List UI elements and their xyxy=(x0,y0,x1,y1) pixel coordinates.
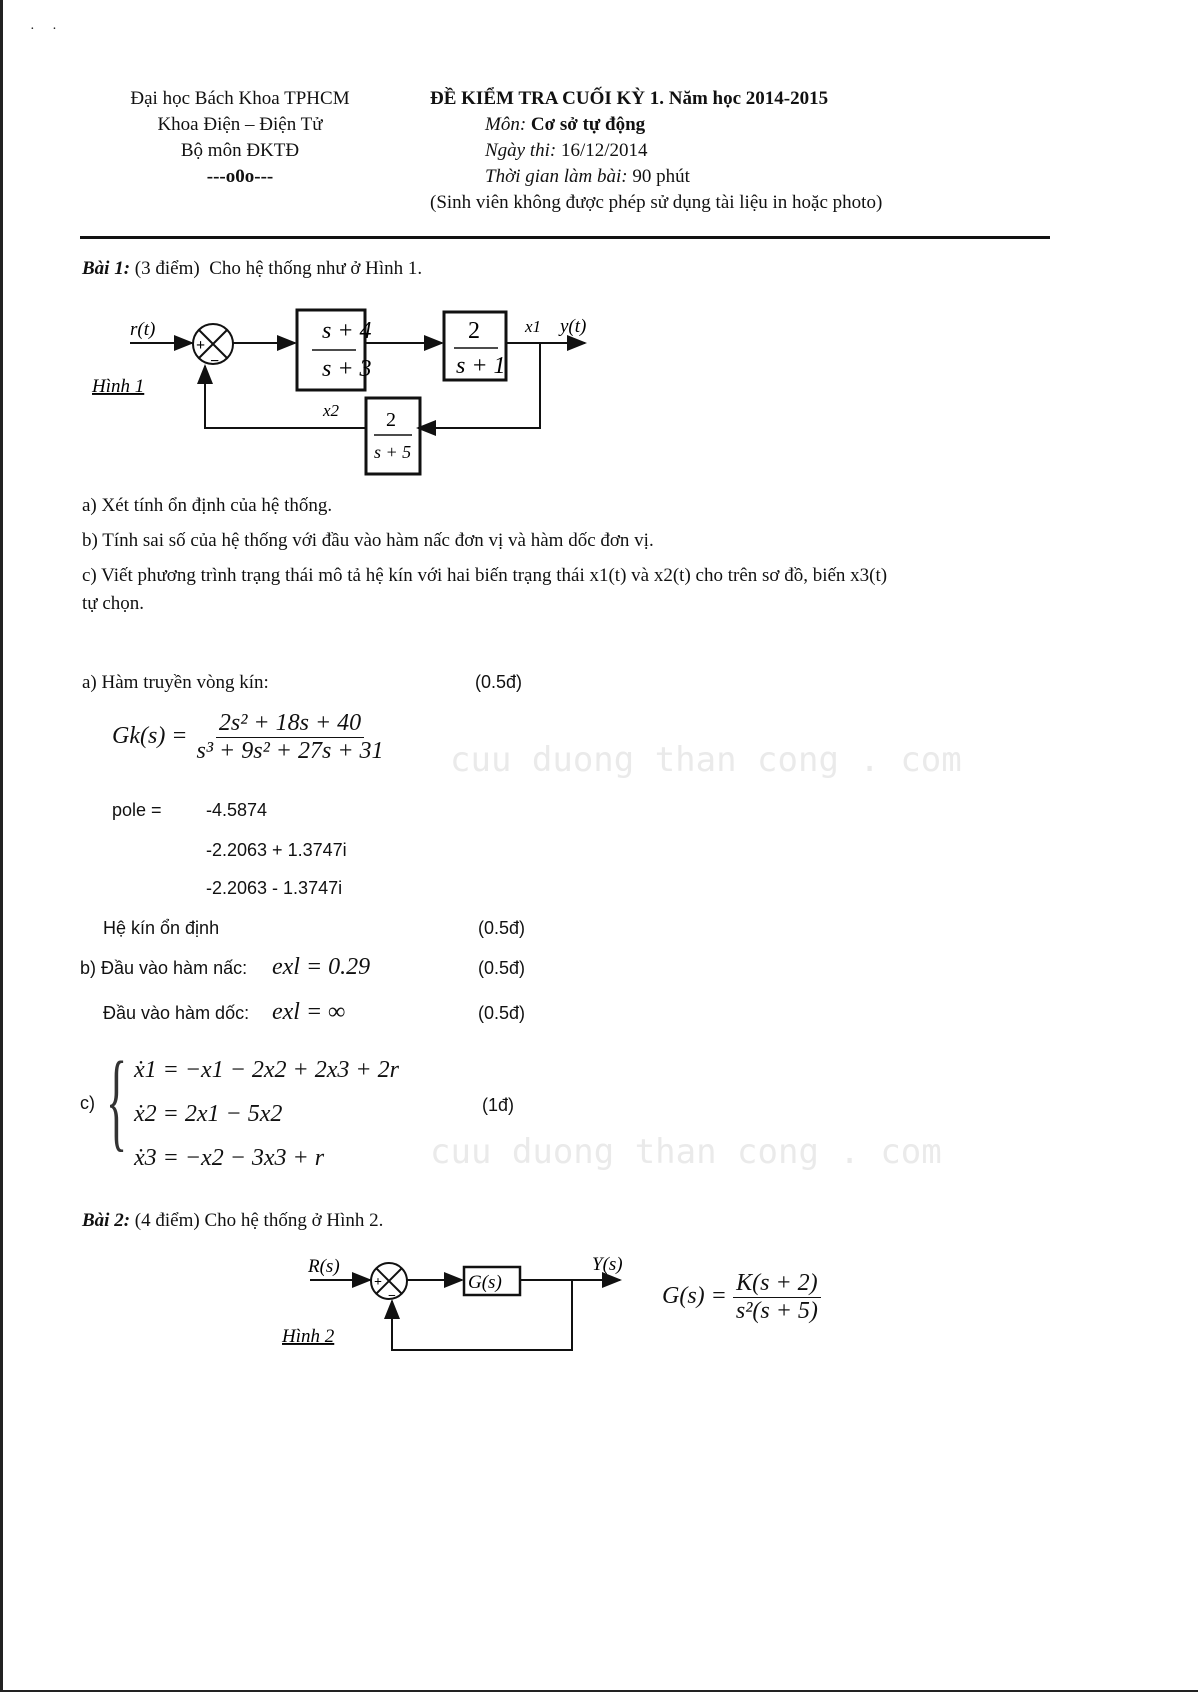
state-equations xyxy=(134,1048,399,1180)
gk-lhs: Gk(s) = xyxy=(112,723,188,750)
ramp-label: Đầu vào hàm dốc: xyxy=(103,1003,250,1023)
ramp-error: exl = ∞ xyxy=(272,999,346,1025)
subject: Cơ sở tự động xyxy=(530,114,646,135)
state-eq-1: ẋ1 = −x1 − 2x2 + 2x3 + 2r xyxy=(134,1057,399,1083)
bai2-intro: Cho hệ thống ở Hình 2. xyxy=(204,1210,384,1231)
note: (Sinh viên không được phép sử dụng tài liệu in hoặc photo) xyxy=(430,192,883,213)
date: 16/12/2014 xyxy=(561,140,648,161)
plus-sign-2: + xyxy=(374,1275,382,1290)
plus-sign: + xyxy=(196,337,206,354)
fig1-output: y(t) xyxy=(560,316,587,337)
exam-title: ĐỀ KIỂM TRA CUỐI KỲ 1. Năm học 2014-2015 xyxy=(430,88,829,109)
header-left xyxy=(95,86,385,190)
fig1-input: r(t) xyxy=(130,319,156,340)
block3-num: 2 xyxy=(386,409,396,431)
sol-c-points: (1đ) xyxy=(482,1095,515,1115)
sol-a-label: a) Hàm truyền vòng kín: xyxy=(82,672,269,693)
minus-sign: − xyxy=(210,353,220,370)
date-label: Ngày thi: xyxy=(485,140,557,161)
separator: ---o0o--- xyxy=(206,166,274,187)
bai1-label: Bài 1: xyxy=(82,258,131,279)
block3-den: s + 5 xyxy=(374,442,412,462)
bai2-heading xyxy=(82,1210,383,1232)
block2-den: s + 1 xyxy=(456,353,506,379)
sol-c-label: c) xyxy=(80,1093,95,1113)
block2-num: 2 xyxy=(468,318,480,344)
watermark-2: cuu duong than cong . com xyxy=(430,1132,942,1172)
question-a: a) Xét tính ổn định của hệ thống. xyxy=(82,495,333,516)
fig1-x1: x1 xyxy=(525,317,542,336)
question-b: b) Tính sai số của hệ thống với đầu vào hàm nấc đơn vị và hàm dốc đơn vị. xyxy=(82,530,654,551)
pole-1: -4.5874 xyxy=(206,800,268,820)
fig1-x2: x2 xyxy=(323,401,340,420)
bai1-heading xyxy=(82,258,422,280)
figure-1-diagram xyxy=(80,300,640,500)
duration: 90 phút xyxy=(632,166,690,187)
gk-numerator: 2s² + 18s + 40 xyxy=(218,710,362,736)
pole-3: -2.2063 - 1.3747i xyxy=(206,878,343,898)
university: Đại học Bách Khoa TPHCM xyxy=(130,88,350,109)
bai2-points: (4 điểm) xyxy=(134,1210,200,1231)
step-error: exl = 0.29 xyxy=(272,954,371,980)
gk-denominator: s³ + 9s² + 27s + 31 xyxy=(196,738,384,764)
minus-sign-2: − xyxy=(388,1289,396,1304)
ramp-points: (0.5đ) xyxy=(478,1003,526,1023)
header-divider xyxy=(80,236,1050,239)
header-right xyxy=(430,86,882,216)
block1-den: s + 3 xyxy=(322,356,372,382)
g-denominator: s²(s + 5) xyxy=(735,1298,818,1324)
scan-edge-bottom xyxy=(0,1690,1198,1692)
duration-label: Thời gian làm bài: xyxy=(485,166,628,187)
bai2-label: Bài 2: xyxy=(82,1210,131,1231)
question-c-line1: c) Viết phương trình trạng thái mô tả hệ kín với hai biến trạng thái x1(t) và x2(t) cho trên sơ đồ, biến x3(t) xyxy=(82,565,888,586)
pole-label: pole = xyxy=(112,800,162,820)
g-numerator: K(s + 2) xyxy=(736,1270,818,1296)
plant-tf xyxy=(662,1270,821,1325)
fig2-output: Y(s) xyxy=(592,1254,623,1275)
watermark: cuu duong than cong . com xyxy=(450,740,962,780)
subject-label: Môn: xyxy=(485,114,527,135)
pole-2: -2.2063 + 1.3747i xyxy=(206,840,347,860)
step-label: b) Đầu vào hàm nấc: xyxy=(80,958,248,978)
stable-text: Hệ kín ổn định xyxy=(103,918,220,938)
state-eq-3: ẋ3 = −x2 − 3x3 + r xyxy=(134,1145,325,1171)
fig2-block: G(s) xyxy=(468,1272,502,1293)
block1-num: s + 4 xyxy=(322,318,372,344)
question-c-line2: tự chọn. xyxy=(82,593,145,614)
department: Bộ môn ĐKTĐ xyxy=(180,140,300,161)
g-lhs: G(s) = xyxy=(662,1283,727,1310)
fig2-input: R(s) xyxy=(308,1256,340,1277)
scan-dots: · · xyxy=(30,22,57,37)
sol-a-points: (0.5đ) xyxy=(475,672,523,692)
fig2-caption: Hình 2 xyxy=(282,1326,335,1347)
figure-2-diagram xyxy=(270,1245,650,1365)
closed-loop-tf xyxy=(112,710,387,765)
stable-points: (0.5đ) xyxy=(478,918,526,938)
bai1-points: (3 điểm) xyxy=(134,258,200,279)
step-points: (0.5đ) xyxy=(478,958,526,978)
scan-edge-left xyxy=(0,0,3,1690)
faculty: Khoa Điện – Điện Tử xyxy=(157,114,323,135)
fig1-caption: Hình 1 xyxy=(92,376,145,397)
brace: { xyxy=(106,1039,128,1161)
bai1-intro: Cho hệ thống như ở Hình 1. xyxy=(209,258,423,279)
state-eq-2: ẋ2 = 2x1 − 5x2 xyxy=(134,1101,283,1127)
